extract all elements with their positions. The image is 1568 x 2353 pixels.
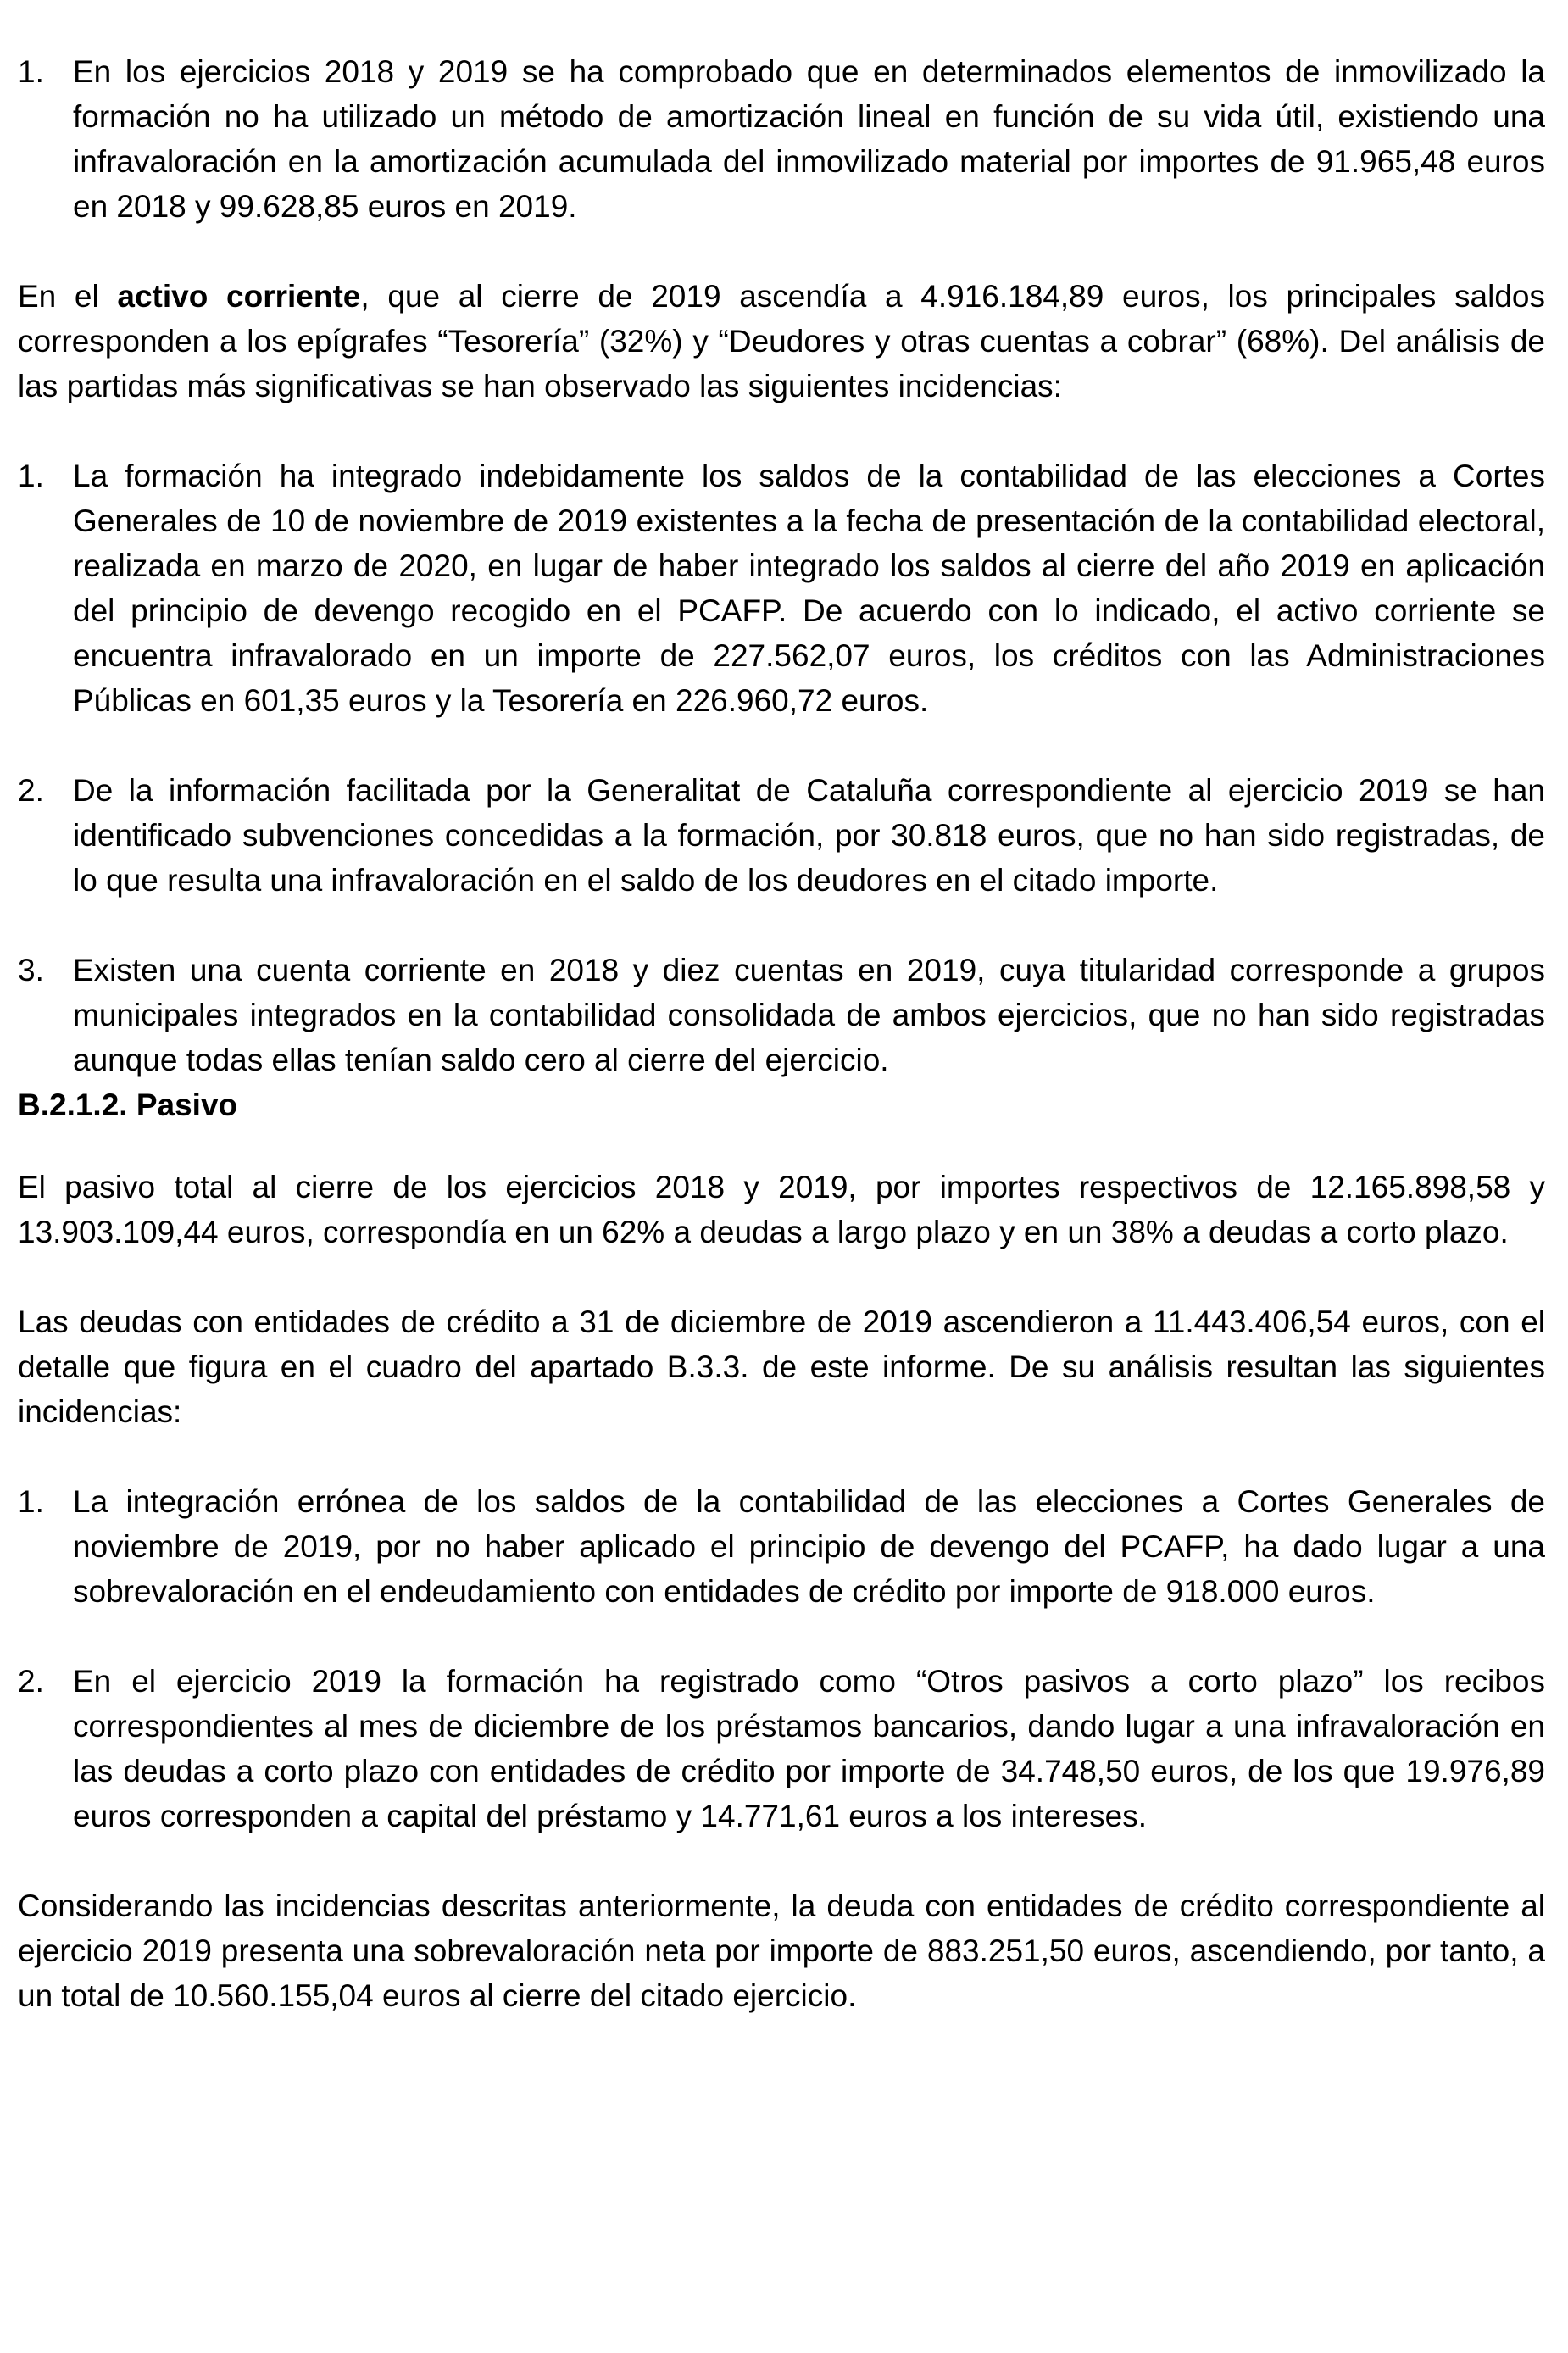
- list-item-electoral-balances: [18, 453, 1545, 723]
- list-item-overvaluation: [18, 1479, 1545, 1614]
- list-text: En los ejercicios 2018 y 2019 se ha comprobado que en determinados elementos de inmovilizado la formación no ha utilizado un método de amortización lineal en función de su vida útil, existiendo una infravaloración en la amortización acumulada del inmovilizado material por importes de 91.965,48 euros en 2018 y 99.628,85 euros en 2019.: [73, 54, 1545, 224]
- list-number: 1.: [18, 459, 44, 493]
- list-item-subsidies: [18, 768, 1545, 903]
- list-item-bank-accounts: [18, 948, 1545, 1082]
- list-number: 1.: [18, 54, 44, 89]
- current-assets-lead: En el: [18, 279, 118, 314]
- list-text: Existen una cuenta corriente en 2018 y diez cuentas en 2019, cuya titularidad corresponde a grupos municipales integrados en la contabilidad consolidada de ambos ejercicios, que no han sido registradas aunque todas ellas tenían saldo cero al cierre del ejercicio.: [73, 953, 1545, 1077]
- paragraph-current-assets: [18, 274, 1545, 409]
- list-number: 3.: [18, 953, 44, 987]
- list-text: En el ejercicio 2019 la formación ha registrado como “Otros pasivos a corto plazo” los recibos correspondientes al mes de diciembre de los préstamos bancarios, dando lugar a una infravaloración en las deudas a corto plazo con entidades de crédito por importe de 34.748,50 euros, de los que 19.976,89 euros corresponden a capital del préstamo y 14.771,61 euros a los intereses.: [73, 1664, 1545, 1833]
- list-text: La formación ha integrado indebidamente los saldos de la contabilidad de las elecciones a Cortes Generales de 10 de noviembre de 2019 existentes a la fecha de presentación de la contabilidad electoral, realizada en marzo de 2020, en lugar de haber integrado los saldos al cierre del año 2019 en aplicación del principio de devengo recogido en el PCAFP. De acuerdo con lo indicado, el activo corriente se encuentra infravalorado en un importe de 227.562,07 euros, los créditos con las Administraciones Públicas en 601,35 euros y la Tesorería en 226.960,72 euros.: [73, 459, 1545, 718]
- section-heading-liabilities: B.2.1.2. Pasivo: [18, 1087, 238, 1122]
- list-item-amortization: [18, 49, 1545, 229]
- paragraph-total-liabilities: El pasivo total al cierre de los ejercicios 2018 y 2019, por importes respectivos de 12.165.898,58 y 13.903.109,44 euros, correspondía en un 62% a deudas a largo plazo y en un 38% a deudas a corto plazo.: [18, 1170, 1545, 1249]
- list-number: 1.: [18, 1484, 44, 1519]
- list-text: La integración errónea de los saldos de la contabilidad de las elecciones a Cortes Generales de noviembre de 2019, por no haber aplicado el principio de devengo del PCAFP, ha dado lugar a una sobrevaloración en el endeudamiento con entidades de crédito por importe de 918.000 euros.: [73, 1484, 1545, 1609]
- paragraph-conclusion: Considerando las incidencias descritas anteriormente, la deuda con entidades de crédito correspondiente al ejercicio 2019 presenta una sobrevaloración neta por importe de 883.251,50 euros, ascendiendo, por tanto, a un total de 10.560.155,04 euros al cierre del citado ejercicio.: [18, 1889, 1545, 2013]
- list-number: 2.: [18, 773, 44, 808]
- current-assets-rest: , que al cierre de 2019 ascendía a 4.916.184,89 euros, los principales saldos corresponden a los epígrafes “Tesorería” (32%) y “Deudores y otras cuentas a cobrar” (68%). Del análisis de las partidas más significativas se han observado las siguientes incidencias:: [18, 279, 1545, 403]
- list-text: De la información facilitada por la Generalitat de Cataluña correspondiente al ejercicio 2019 se han identificado subvenciones concedidas a la formación, por 30.818 euros, que no han sido registradas, de lo que resulta una infravaloración en el saldo de los deudores en el citado importe.: [73, 773, 1545, 898]
- paragraph-credit-debts: Las deudas con entidades de crédito a 31 de diciembre de 2019 ascendieron a 11.443.406,54 euros, con el detalle que figura en el cuadro del apartado B.3.3. de este informe. De su análisis resultan las siguientes incidencias:: [18, 1304, 1545, 1429]
- list-number: 2.: [18, 1664, 44, 1699]
- current-assets-bold-term: activo corriente: [117, 279, 361, 314]
- list-item-short-term-debts: [18, 1659, 1545, 1838]
